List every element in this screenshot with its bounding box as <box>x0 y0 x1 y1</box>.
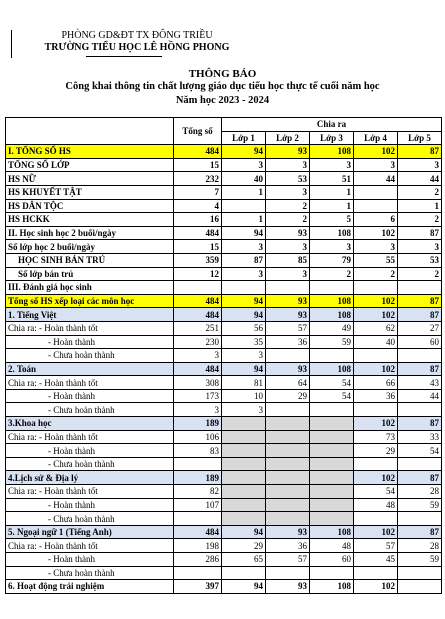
grade-value: 85 <box>266 253 310 267</box>
row-label: - Chưa hoàn thành <box>6 457 174 471</box>
notice-title: THÔNG BÁO <box>188 68 257 80</box>
grade-value: 3 <box>266 267 310 281</box>
row-label: - Hoàn thành <box>6 444 174 458</box>
table-row <box>6 145 442 159</box>
grade-value: 108 <box>310 145 354 159</box>
grade-value: 2 <box>310 267 354 281</box>
grade-value <box>310 457 354 471</box>
grade-value: 60 <box>310 553 354 567</box>
header-grade: Lớp 2 <box>266 131 310 145</box>
row-label: Chia ra: - Hoàn thành tốt <box>6 376 174 390</box>
grade-value: 102 <box>354 525 398 539</box>
table-row <box>6 253 442 267</box>
grade-value: 108 <box>310 525 354 539</box>
grade-value <box>222 430 266 444</box>
grade-value <box>222 444 266 458</box>
grade-value: 28 <box>398 485 442 499</box>
table-row <box>6 185 442 199</box>
table-row <box>6 240 442 254</box>
grade-value: 35 <box>222 335 266 349</box>
grade-value: 53 <box>266 172 310 186</box>
grade-value: 29 <box>222 539 266 553</box>
grade-value <box>310 444 354 458</box>
grade-value <box>222 498 266 512</box>
grade-value: 64 <box>266 376 310 390</box>
grade-value: 102 <box>354 145 398 159</box>
row-label: Chia ra: - Hoàn thành tốt <box>6 539 174 553</box>
grade-value: 55 <box>354 253 398 267</box>
grade-value: 3 <box>354 158 398 172</box>
grade-value: 94 <box>222 226 266 240</box>
grade-value: 87 <box>398 417 442 431</box>
grade-value: 93 <box>266 525 310 539</box>
grade-value: 94 <box>222 294 266 308</box>
row-total: 7 <box>174 185 222 199</box>
school-year: Năm học 2023 - 2024 <box>175 95 270 106</box>
row-total: 83 <box>174 444 222 458</box>
table-row <box>6 485 442 499</box>
grade-value: 87 <box>398 308 442 322</box>
header-blank <box>6 118 174 145</box>
grade-value: 2 <box>354 267 398 281</box>
grade-value: 93 <box>266 226 310 240</box>
grade-value <box>398 457 442 471</box>
grade-value <box>222 281 266 295</box>
row-label: 4.Lịch sử & Địa lý <box>6 471 174 485</box>
grade-value: 108 <box>310 294 354 308</box>
grade-value: 36 <box>266 335 310 349</box>
grade-value <box>310 471 354 485</box>
grade-value: 3 <box>398 158 442 172</box>
table-row <box>6 213 442 227</box>
grade-value: 36 <box>266 539 310 553</box>
row-label: II. Học sinh học 2 buổi/ngày <box>6 226 174 240</box>
row-total: 286 <box>174 553 222 567</box>
row-total: 484 <box>174 226 222 240</box>
grade-value: 1 <box>398 199 442 213</box>
grade-value: 2 <box>398 267 442 281</box>
grade-value: 59 <box>310 335 354 349</box>
grade-value: 87 <box>398 471 442 485</box>
grade-value <box>354 566 398 580</box>
row-total: 189 <box>174 417 222 431</box>
grade-value <box>310 498 354 512</box>
row-total: 15 <box>174 240 222 254</box>
row-total: 189 <box>174 471 222 485</box>
grade-value: 29 <box>266 389 310 403</box>
grade-value <box>266 457 310 471</box>
grade-value: 3 <box>266 185 310 199</box>
row-total: 12 <box>174 267 222 281</box>
grade-value <box>266 471 310 485</box>
grade-value <box>266 566 310 580</box>
grade-value: 3 <box>354 240 398 254</box>
grade-value: 3 <box>222 349 266 363</box>
row-total: 106 <box>174 430 222 444</box>
header-total: Tổng số <box>174 118 222 145</box>
table-row <box>6 294 442 308</box>
grade-value <box>266 349 310 363</box>
table-row <box>6 335 442 349</box>
grade-value <box>354 403 398 417</box>
grade-value <box>222 417 266 431</box>
grade-value: 1 <box>310 185 354 199</box>
grade-value <box>354 457 398 471</box>
header-underline <box>86 56 162 57</box>
row-total: 198 <box>174 539 222 553</box>
grade-value: 3 <box>398 240 442 254</box>
grade-value: 40 <box>222 172 266 186</box>
row-label: III. Đánh giá học sinh <box>6 281 174 295</box>
row-label: - Hoàn thành <box>6 498 174 512</box>
row-total: 173 <box>174 389 222 403</box>
grade-value: 102 <box>354 226 398 240</box>
grade-value <box>310 403 354 417</box>
table-row <box>6 349 442 363</box>
row-total: 107 <box>174 498 222 512</box>
grade-value: 102 <box>354 580 398 594</box>
table-row <box>6 553 442 567</box>
grade-value: 87 <box>398 145 442 159</box>
grade-value: 1 <box>310 199 354 213</box>
row-label: 3.Khoa học <box>6 417 174 431</box>
row-total <box>174 512 222 526</box>
grade-value: 3 <box>310 158 354 172</box>
grade-value <box>310 485 354 499</box>
grade-value: 87 <box>398 362 442 376</box>
row-total: 82 <box>174 485 222 499</box>
row-label: HS HCKK <box>6 213 174 227</box>
table-row <box>6 580 442 594</box>
grade-value: 3 <box>222 240 266 254</box>
grade-value: 3 <box>266 158 310 172</box>
grade-value <box>310 566 354 580</box>
department-name: PHÒNG GD&ĐT TX ĐÔNG TRIỀU <box>61 30 213 41</box>
row-total: 484 <box>174 145 222 159</box>
row-label: 1. Tiếng Việt <box>6 308 174 322</box>
grade-value <box>222 485 266 499</box>
row-label: 2. Toán <box>6 362 174 376</box>
grade-value: 93 <box>266 362 310 376</box>
grade-value <box>354 349 398 363</box>
grade-value <box>398 403 442 417</box>
row-label: HỌC SINH BÁN TRÚ <box>6 253 174 267</box>
row-label: - Hoàn thành <box>6 389 174 403</box>
header-grade: Lớp 5 <box>398 131 442 145</box>
grade-value: 93 <box>266 308 310 322</box>
row-total <box>174 566 222 580</box>
grade-value: 44 <box>398 389 442 403</box>
grade-value <box>222 566 266 580</box>
grade-value: 94 <box>222 145 266 159</box>
grade-value: 60 <box>398 335 442 349</box>
grade-value: 65 <box>222 553 266 567</box>
table-row <box>6 199 442 213</box>
grade-value <box>222 471 266 485</box>
margin-line <box>11 30 12 58</box>
grade-value: 87 <box>222 253 266 267</box>
grade-value: 53 <box>398 253 442 267</box>
grade-value <box>354 199 398 213</box>
grade-value: 2 <box>266 199 310 213</box>
grade-value: 93 <box>266 145 310 159</box>
header-grade: Lớp 3 <box>310 131 354 145</box>
grade-value <box>310 430 354 444</box>
grade-value: 94 <box>222 525 266 539</box>
grade-value: 2 <box>398 185 442 199</box>
row-total: 251 <box>174 321 222 335</box>
grade-value <box>266 485 310 499</box>
header-grade: Lớp 4 <box>354 131 398 145</box>
grade-value: 44 <box>398 172 442 186</box>
grade-value: 51 <box>310 172 354 186</box>
grade-value: 93 <box>266 294 310 308</box>
table-row <box>6 539 442 553</box>
row-label: Số lớp học 2 buổi/ngày <box>6 240 174 254</box>
grade-value: 3 <box>310 240 354 254</box>
grade-value <box>266 403 310 417</box>
grade-value <box>222 199 266 213</box>
grade-value: 2 <box>266 213 310 227</box>
grade-value <box>222 512 266 526</box>
grade-value: 108 <box>310 226 354 240</box>
grade-value: 57 <box>266 321 310 335</box>
row-label: I. TỔNG SỐ HS <box>6 145 174 159</box>
grade-value <box>266 498 310 512</box>
row-total <box>174 457 222 471</box>
row-total: 397 <box>174 580 222 594</box>
row-label: - Chưa hoàn thành <box>6 566 174 580</box>
grade-value: 102 <box>354 417 398 431</box>
grade-value <box>354 281 398 295</box>
row-total: 3 <box>174 403 222 417</box>
grade-value: 62 <box>354 321 398 335</box>
row-total <box>174 281 222 295</box>
row-label: - Chưa hoàn thành <box>6 349 174 363</box>
grade-value: 5 <box>310 213 354 227</box>
table-row <box>6 321 442 335</box>
grade-value: 102 <box>354 308 398 322</box>
grade-value: 102 <box>354 471 398 485</box>
grade-value: 57 <box>354 539 398 553</box>
row-label: HS DÂN TỘC <box>6 199 174 213</box>
row-label: - Hoàn thành <box>6 553 174 567</box>
grade-value: 3 <box>266 240 310 254</box>
grade-value: 54 <box>354 485 398 499</box>
grade-value: 49 <box>310 321 354 335</box>
row-label: - Hoàn thành <box>6 335 174 349</box>
grade-value: 87 <box>398 294 442 308</box>
row-total: 484 <box>174 308 222 322</box>
row-total: 15 <box>174 158 222 172</box>
header-group: Chia ra <box>222 118 442 132</box>
grade-value: 33 <box>398 430 442 444</box>
table-row <box>6 512 442 526</box>
grade-value: 36 <box>354 389 398 403</box>
grade-value: 3 <box>222 267 266 281</box>
header-grade: Lớp 1 <box>222 131 266 145</box>
grade-value <box>266 281 310 295</box>
grade-value: 43 <box>398 376 442 390</box>
table-row <box>6 471 442 485</box>
table-row <box>6 226 442 240</box>
grade-value <box>222 457 266 471</box>
grade-value: 108 <box>310 308 354 322</box>
table-row <box>6 566 442 580</box>
notice-subtitle: Công khai thông tin chất lượng giáo dục tiểu học thực tế cuối năm học <box>65 81 380 92</box>
grade-value <box>266 444 310 458</box>
grade-value <box>310 417 354 431</box>
grade-value: 54 <box>310 389 354 403</box>
grade-value <box>398 580 442 594</box>
grade-value: 2 <box>398 213 442 227</box>
grade-value: 44 <box>354 172 398 186</box>
table-row <box>6 389 442 403</box>
grade-value: 94 <box>222 362 266 376</box>
quality-table <box>5 117 442 594</box>
grade-value: 87 <box>398 226 442 240</box>
grade-value: 3 <box>222 158 266 172</box>
row-total: 484 <box>174 525 222 539</box>
grade-value <box>310 512 354 526</box>
grade-value: 28 <box>398 539 442 553</box>
row-label: HS KHUYẾT TẬT <box>6 185 174 199</box>
row-total: 484 <box>174 362 222 376</box>
grade-value: 102 <box>354 294 398 308</box>
row-label: HS NỮ <box>6 172 174 186</box>
grade-value <box>398 281 442 295</box>
grade-value <box>266 417 310 431</box>
row-label: Chia ra: - Hoàn thành tốt <box>6 430 174 444</box>
table-row <box>6 362 442 376</box>
row-label: Chia ra: - Hoàn thành tốt <box>6 321 174 335</box>
table-row <box>6 498 442 512</box>
grade-value: 3 <box>222 403 266 417</box>
grade-value <box>266 512 310 526</box>
row-total: 359 <box>174 253 222 267</box>
school-name: TRƯỜNG TIỂU HỌC LÊ HỒNG PHONG <box>44 42 230 53</box>
row-total: 484 <box>174 294 222 308</box>
grade-value <box>354 185 398 199</box>
table-row <box>6 158 442 172</box>
table-row <box>6 267 442 281</box>
grade-value: 1 <box>222 213 266 227</box>
row-label: 6. Hoạt động trải nghiệm <box>6 580 174 594</box>
table-row <box>6 430 442 444</box>
row-total: 3 <box>174 349 222 363</box>
grade-value <box>266 430 310 444</box>
row-total: 16 <box>174 213 222 227</box>
row-label: TỔNG SỐ LỚP <box>6 158 174 172</box>
grade-value: 27 <box>398 321 442 335</box>
row-total: 230 <box>174 335 222 349</box>
row-label: - Chưa hoàn thành <box>6 512 174 526</box>
table-row <box>6 403 442 417</box>
grade-value <box>398 566 442 580</box>
row-label: Tổng số HS xếp loại các môn học <box>6 294 174 308</box>
grade-value: 73 <box>354 430 398 444</box>
grade-value: 48 <box>310 539 354 553</box>
grade-value: 59 <box>398 553 442 567</box>
grade-value: 79 <box>310 253 354 267</box>
row-label: Số lớp bán trú <box>6 267 174 281</box>
table-row <box>6 457 442 471</box>
grade-value: 10 <box>222 389 266 403</box>
table-row <box>6 308 442 322</box>
grade-value: 6 <box>354 213 398 227</box>
table-row <box>6 444 442 458</box>
table-row <box>6 281 442 295</box>
row-total: 4 <box>174 199 222 213</box>
grade-value <box>398 512 442 526</box>
grade-value: 87 <box>398 525 442 539</box>
grade-value: 54 <box>398 444 442 458</box>
table-row <box>6 525 442 539</box>
table-row <box>6 172 442 186</box>
grade-value: 1 <box>222 185 266 199</box>
grade-value: 56 <box>222 321 266 335</box>
grade-value <box>398 349 442 363</box>
row-total: 232 <box>174 172 222 186</box>
grade-value: 48 <box>354 498 398 512</box>
grade-value: 108 <box>310 362 354 376</box>
grade-value: 81 <box>222 376 266 390</box>
grade-value: 59 <box>398 498 442 512</box>
grade-value: 45 <box>354 553 398 567</box>
table-row <box>6 376 442 390</box>
grade-value: 66 <box>354 376 398 390</box>
grade-value: 57 <box>266 553 310 567</box>
grade-value: 29 <box>354 444 398 458</box>
grade-value <box>310 281 354 295</box>
row-label: 5. Ngoại ngữ 1 (Tiếng Anh) <box>6 525 174 539</box>
table-row <box>6 417 442 431</box>
grade-value: 102 <box>354 362 398 376</box>
grade-value <box>310 349 354 363</box>
grade-value: 94 <box>222 308 266 322</box>
row-total: 308 <box>174 376 222 390</box>
grade-value: 40 <box>354 335 398 349</box>
grade-value: 108 <box>310 580 354 594</box>
row-label: Chia ra: - Hoàn thành tốt <box>6 485 174 499</box>
grade-value <box>354 512 398 526</box>
grade-value: 54 <box>310 376 354 390</box>
grade-value: 93 <box>266 580 310 594</box>
grade-value: 94 <box>222 580 266 594</box>
row-label: - Chưa hoàn thành <box>6 403 174 417</box>
